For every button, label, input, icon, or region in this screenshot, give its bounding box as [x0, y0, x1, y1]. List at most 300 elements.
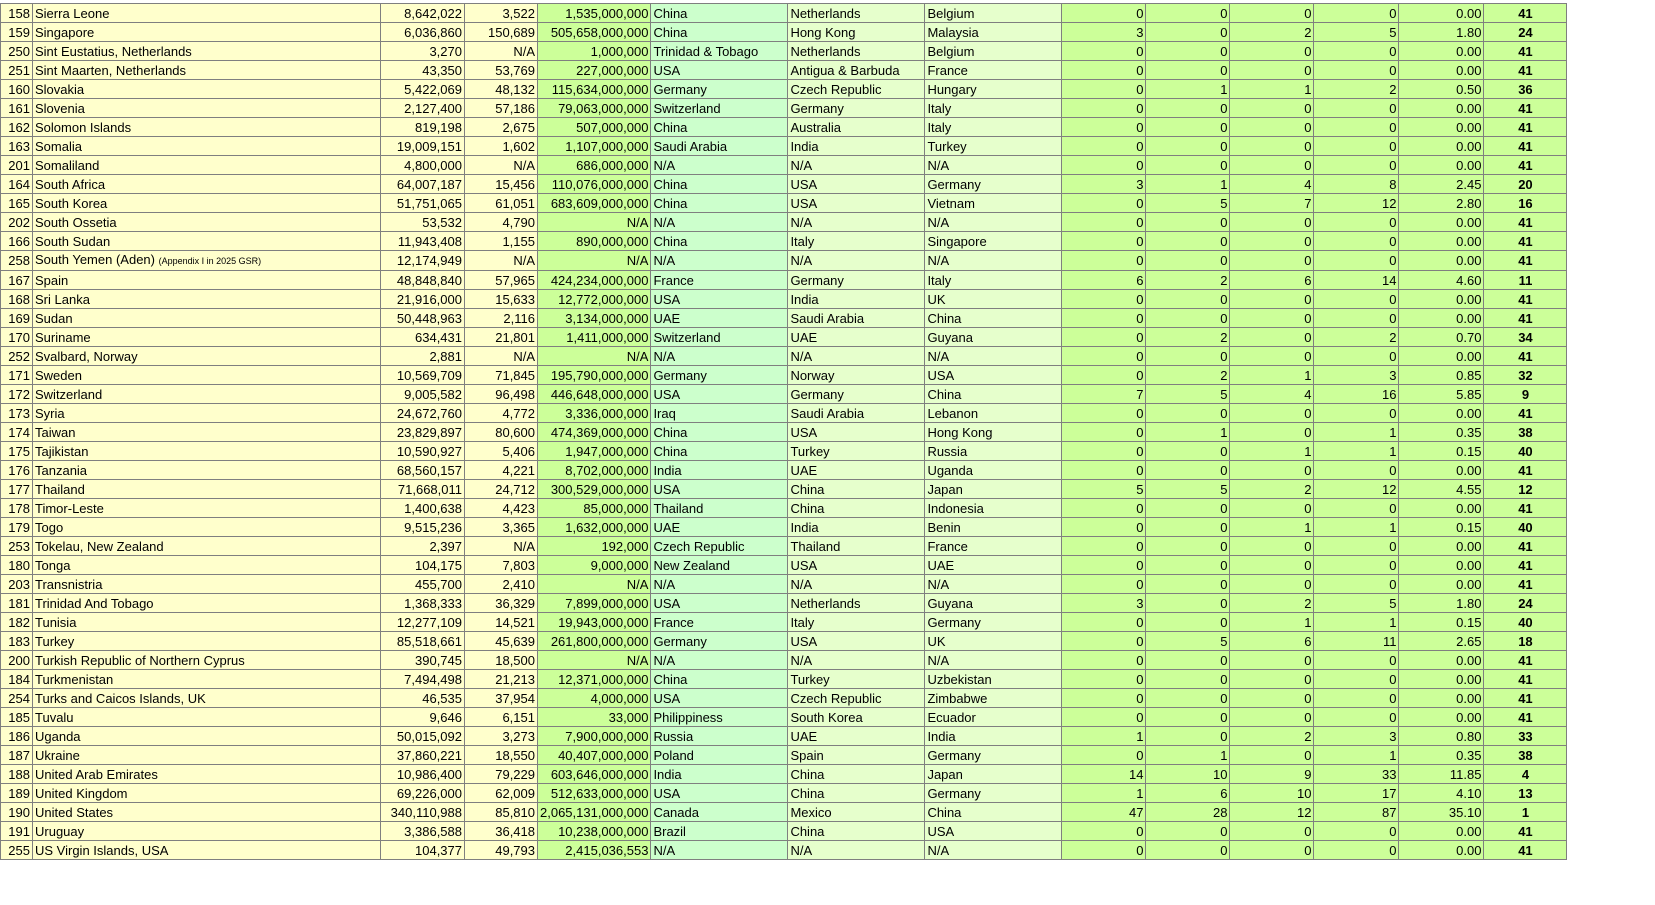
count-3-cell[interactable]: 0 [1230, 347, 1314, 366]
partner-3-cell[interactable]: N/A [925, 347, 1062, 366]
trade-value-cell[interactable]: 300,529,000,000 [538, 480, 651, 499]
partner-2-cell[interactable]: Czech Republic [788, 80, 925, 99]
count-2-cell[interactable]: 0 [1146, 213, 1230, 232]
country-name-cell[interactable] [33, 251, 381, 271]
partner-2-cell[interactable]: China [788, 765, 925, 784]
partner-2-cell[interactable]: UAE [788, 328, 925, 347]
rank-cell[interactable]: 1 [1484, 803, 1567, 822]
gdp-per-capita-cell[interactable]: 49,793 [465, 841, 538, 860]
gdp-per-capita-cell[interactable]: 15,633 [465, 290, 538, 309]
partner-1-cell[interactable]: UAE [651, 309, 788, 328]
population-cell[interactable]: 104,175 [381, 556, 465, 575]
population-cell[interactable]: 68,560,157 [381, 461, 465, 480]
count-total-cell[interactable]: 2 [1314, 80, 1399, 99]
count-2-cell[interactable]: 0 [1146, 651, 1230, 670]
count-total-cell[interactable]: 0 [1314, 61, 1399, 80]
partner-2-cell[interactable]: N/A [788, 651, 925, 670]
count-3-cell[interactable]: 0 [1230, 423, 1314, 442]
count-total-cell[interactable]: 0 [1314, 118, 1399, 137]
partner-2-cell[interactable]: China [788, 480, 925, 499]
count-2-cell[interactable]: 5 [1146, 632, 1230, 651]
row-id-cell[interactable]: 163 [1, 137, 33, 156]
partner-1-cell[interactable]: Philippiness [651, 708, 788, 727]
count-2-cell[interactable]: 0 [1146, 575, 1230, 594]
trade-value-cell[interactable]: N/A [538, 347, 651, 366]
partner-1-cell[interactable]: China [651, 423, 788, 442]
count-2-cell[interactable]: 0 [1146, 727, 1230, 746]
count-3-cell[interactable]: 1 [1230, 442, 1314, 461]
gdp-per-capita-cell[interactable]: 5,406 [465, 442, 538, 461]
trade-value-cell[interactable]: 227,000,000 [538, 61, 651, 80]
rank-cell[interactable]: 40 [1484, 518, 1567, 537]
population-cell[interactable]: 10,569,709 [381, 366, 465, 385]
row-id-cell[interactable]: 254 [1, 689, 33, 708]
row-id-cell[interactable]: 250 [1, 42, 33, 61]
row-id-cell[interactable]: 167 [1, 271, 33, 290]
count-3-cell[interactable]: 0 [1230, 42, 1314, 61]
partner-1-cell[interactable]: Iraq [651, 404, 788, 423]
row-id-cell[interactable]: 169 [1, 309, 33, 328]
gdp-per-capita-cell[interactable]: 57,186 [465, 99, 538, 118]
partner-1-cell[interactable]: China [651, 232, 788, 251]
rank-cell[interactable]: 41 [1484, 290, 1567, 309]
count-2-cell[interactable]: 0 [1146, 251, 1230, 271]
trade-value-cell[interactable]: 261,800,000,000 [538, 632, 651, 651]
count-total-cell[interactable]: 12 [1314, 194, 1399, 213]
count-1-cell[interactable]: 0 [1062, 499, 1146, 518]
row-id-cell[interactable]: 174 [1, 423, 33, 442]
population-cell[interactable]: 6,036,860 [381, 23, 465, 42]
count-1-cell[interactable]: 3 [1062, 23, 1146, 42]
count-3-cell[interactable]: 0 [1230, 232, 1314, 251]
count-3-cell[interactable]: 1 [1230, 80, 1314, 99]
partner-2-cell[interactable]: Turkey [788, 670, 925, 689]
partner-2-cell[interactable]: China [788, 822, 925, 841]
population-cell[interactable]: 24,672,760 [381, 404, 465, 423]
gdp-per-capita-cell[interactable]: 48,132 [465, 80, 538, 99]
gdp-per-capita-cell[interactable]: 6,151 [465, 708, 538, 727]
country-name-cell[interactable] [33, 118, 381, 137]
partner-2-cell[interactable]: N/A [788, 347, 925, 366]
count-3-cell[interactable]: 2 [1230, 23, 1314, 42]
country-name-cell[interactable] [33, 156, 381, 175]
row-id-cell[interactable]: 252 [1, 347, 33, 366]
population-cell[interactable]: 71,668,011 [381, 480, 465, 499]
count-1-cell[interactable]: 0 [1062, 328, 1146, 347]
partner-2-cell[interactable]: N/A [788, 575, 925, 594]
rank-cell[interactable]: 40 [1484, 442, 1567, 461]
partner-1-cell[interactable]: USA [651, 385, 788, 404]
count-2-cell[interactable]: 0 [1146, 613, 1230, 632]
count-3-cell[interactable]: 0 [1230, 4, 1314, 23]
partner-3-cell[interactable]: France [925, 537, 1062, 556]
count-1-cell[interactable]: 0 [1062, 118, 1146, 137]
country-name-cell[interactable] [33, 480, 381, 499]
count-3-cell[interactable]: 6 [1230, 632, 1314, 651]
row-id-cell[interactable]: 176 [1, 461, 33, 480]
count-2-cell[interactable]: 0 [1146, 309, 1230, 328]
count-1-cell[interactable]: 0 [1062, 347, 1146, 366]
row-id-cell[interactable]: 160 [1, 80, 33, 99]
count-total-cell[interactable]: 1 [1314, 518, 1399, 537]
partner-3-cell[interactable]: Malaysia [925, 23, 1062, 42]
count-total-cell[interactable]: 16 [1314, 385, 1399, 404]
gdp-per-capita-cell[interactable]: 3,273 [465, 727, 538, 746]
partner-1-cell[interactable]: Thailand [651, 499, 788, 518]
count-3-cell[interactable]: 0 [1230, 689, 1314, 708]
count-2-cell[interactable]: 1 [1146, 746, 1230, 765]
count-1-cell[interactable]: 0 [1062, 194, 1146, 213]
count-total-cell[interactable]: 0 [1314, 822, 1399, 841]
count-2-cell[interactable]: 1 [1146, 80, 1230, 99]
trade-value-cell[interactable]: 85,000,000 [538, 499, 651, 518]
count-3-cell[interactable]: 0 [1230, 461, 1314, 480]
count-1-cell[interactable]: 0 [1062, 708, 1146, 727]
count-1-cell[interactable]: 0 [1062, 461, 1146, 480]
partner-3-cell[interactable]: China [925, 803, 1062, 822]
rank-cell[interactable]: 41 [1484, 537, 1567, 556]
score-cell[interactable]: 5.85 [1399, 385, 1484, 404]
count-2-cell[interactable]: 0 [1146, 232, 1230, 251]
country-name-cell[interactable] [33, 689, 381, 708]
count-1-cell[interactable]: 3 [1062, 594, 1146, 613]
count-1-cell[interactable]: 0 [1062, 442, 1146, 461]
partner-2-cell[interactable]: Netherlands [788, 4, 925, 23]
count-total-cell[interactable]: 87 [1314, 803, 1399, 822]
count-3-cell[interactable]: 0 [1230, 537, 1314, 556]
count-1-cell[interactable]: 0 [1062, 689, 1146, 708]
trade-value-cell[interactable]: 3,134,000,000 [538, 309, 651, 328]
partner-1-cell[interactable]: N/A [651, 213, 788, 232]
count-1-cell[interactable]: 14 [1062, 765, 1146, 784]
partner-3-cell[interactable]: Russia [925, 442, 1062, 461]
partner-2-cell[interactable]: USA [788, 194, 925, 213]
count-2-cell[interactable]: 0 [1146, 556, 1230, 575]
partner-3-cell[interactable]: N/A [925, 651, 1062, 670]
count-1-cell[interactable]: 0 [1062, 61, 1146, 80]
partner-3-cell[interactable]: Singapore [925, 232, 1062, 251]
gdp-per-capita-cell[interactable]: 61,051 [465, 194, 538, 213]
country-name-cell[interactable] [33, 670, 381, 689]
rank-cell[interactable]: 41 [1484, 404, 1567, 423]
rank-cell[interactable]: 41 [1484, 156, 1567, 175]
rank-cell[interactable]: 40 [1484, 613, 1567, 632]
partner-1-cell[interactable]: N/A [651, 156, 788, 175]
gdp-per-capita-cell[interactable]: N/A [465, 537, 538, 556]
gdp-per-capita-cell[interactable]: 36,418 [465, 822, 538, 841]
count-2-cell[interactable]: 5 [1146, 480, 1230, 499]
trade-value-cell[interactable]: 33,000 [538, 708, 651, 727]
partner-3-cell[interactable]: Belgium [925, 4, 1062, 23]
partner-3-cell[interactable]: Zimbabwe [925, 689, 1062, 708]
score-cell[interactable]: 2.65 [1399, 632, 1484, 651]
partner-3-cell[interactable]: Benin [925, 518, 1062, 537]
partner-3-cell[interactable]: Germany [925, 746, 1062, 765]
partner-1-cell[interactable]: China [651, 442, 788, 461]
trade-value-cell[interactable]: 110,076,000,000 [538, 175, 651, 194]
gdp-per-capita-cell[interactable]: 45,639 [465, 632, 538, 651]
partner-1-cell[interactable]: UAE [651, 518, 788, 537]
population-cell[interactable]: 9,646 [381, 708, 465, 727]
trade-value-cell[interactable]: 1,632,000,000 [538, 518, 651, 537]
count-3-cell[interactable]: 0 [1230, 156, 1314, 175]
partner-3-cell[interactable]: UK [925, 290, 1062, 309]
partner-3-cell[interactable]: N/A [925, 213, 1062, 232]
count-3-cell[interactable]: 2 [1230, 480, 1314, 499]
count-2-cell[interactable]: 0 [1146, 461, 1230, 480]
partner-3-cell[interactable]: Hong Kong [925, 423, 1062, 442]
count-total-cell[interactable]: 3 [1314, 727, 1399, 746]
population-cell[interactable]: 104,377 [381, 841, 465, 860]
count-total-cell[interactable]: 2 [1314, 328, 1399, 347]
population-cell[interactable]: 3,270 [381, 42, 465, 61]
country-name-cell[interactable] [33, 708, 381, 727]
count-2-cell[interactable]: 0 [1146, 290, 1230, 309]
partner-1-cell[interactable]: France [651, 271, 788, 290]
count-3-cell[interactable]: 0 [1230, 99, 1314, 118]
rank-cell[interactable]: 13 [1484, 784, 1567, 803]
partner-2-cell[interactable]: Hong Kong [788, 23, 925, 42]
trade-value-cell[interactable]: 1,107,000,000 [538, 137, 651, 156]
score-cell[interactable]: 0.85 [1399, 366, 1484, 385]
count-2-cell[interactable]: 2 [1146, 328, 1230, 347]
count-3-cell[interactable]: 0 [1230, 708, 1314, 727]
partner-2-cell[interactable]: Netherlands [788, 42, 925, 61]
score-cell[interactable]: 0.00 [1399, 61, 1484, 80]
population-cell[interactable]: 390,745 [381, 651, 465, 670]
row-id-cell[interactable]: 201 [1, 156, 33, 175]
rank-cell[interactable]: 32 [1484, 366, 1567, 385]
score-cell[interactable]: 0.00 [1399, 822, 1484, 841]
score-cell[interactable]: 4.60 [1399, 271, 1484, 290]
count-1-cell[interactable]: 0 [1062, 575, 1146, 594]
gdp-per-capita-cell[interactable]: 2,675 [465, 118, 538, 137]
country-name-cell[interactable] [33, 80, 381, 99]
country-name-cell[interactable] [33, 194, 381, 213]
row-id-cell[interactable]: 183 [1, 632, 33, 651]
gdp-per-capita-cell[interactable]: 1,155 [465, 232, 538, 251]
count-1-cell[interactable]: 0 [1062, 309, 1146, 328]
score-cell[interactable]: 0.00 [1399, 251, 1484, 271]
count-2-cell[interactable]: 0 [1146, 404, 1230, 423]
partner-3-cell[interactable]: USA [925, 822, 1062, 841]
count-total-cell[interactable]: 0 [1314, 651, 1399, 670]
country-name-cell[interactable] [33, 61, 381, 80]
count-3-cell[interactable]: 0 [1230, 670, 1314, 689]
population-cell[interactable]: 50,015,092 [381, 727, 465, 746]
count-3-cell[interactable]: 0 [1230, 404, 1314, 423]
partner-1-cell[interactable]: Switzerland [651, 99, 788, 118]
trade-value-cell[interactable]: 683,609,000,000 [538, 194, 651, 213]
score-cell[interactable]: 0.00 [1399, 537, 1484, 556]
count-3-cell[interactable]: 10 [1230, 784, 1314, 803]
partner-1-cell[interactable]: Poland [651, 746, 788, 765]
count-total-cell[interactable]: 3 [1314, 366, 1399, 385]
partner-2-cell[interactable]: USA [788, 175, 925, 194]
count-total-cell[interactable]: 0 [1314, 99, 1399, 118]
population-cell[interactable]: 23,829,897 [381, 423, 465, 442]
score-cell[interactable]: 0.00 [1399, 309, 1484, 328]
count-3-cell[interactable]: 2 [1230, 727, 1314, 746]
count-2-cell[interactable]: 0 [1146, 537, 1230, 556]
country-name-cell[interactable] [33, 841, 381, 860]
row-id-cell[interactable]: 184 [1, 670, 33, 689]
partner-3-cell[interactable]: Ecuador [925, 708, 1062, 727]
population-cell[interactable]: 3,386,588 [381, 822, 465, 841]
partner-3-cell[interactable]: Guyana [925, 328, 1062, 347]
count-1-cell[interactable]: 0 [1062, 156, 1146, 175]
gdp-per-capita-cell[interactable]: 4,221 [465, 461, 538, 480]
rank-cell[interactable]: 41 [1484, 309, 1567, 328]
gdp-per-capita-cell[interactable]: 4,423 [465, 499, 538, 518]
trade-value-cell[interactable]: 9,000,000 [538, 556, 651, 575]
population-cell[interactable]: 634,431 [381, 328, 465, 347]
count-1-cell[interactable]: 0 [1062, 4, 1146, 23]
partner-1-cell[interactable]: Brazil [651, 822, 788, 841]
count-1-cell[interactable]: 6 [1062, 271, 1146, 290]
country-name-cell[interactable] [33, 575, 381, 594]
partner-1-cell[interactable]: USA [651, 689, 788, 708]
gdp-per-capita-cell[interactable]: 4,772 [465, 404, 538, 423]
partner-3-cell[interactable]: N/A [925, 575, 1062, 594]
count-3-cell[interactable]: 9 [1230, 765, 1314, 784]
population-cell[interactable]: 46,535 [381, 689, 465, 708]
count-2-cell[interactable]: 0 [1146, 708, 1230, 727]
count-total-cell[interactable]: 0 [1314, 251, 1399, 271]
row-id-cell[interactable]: 170 [1, 328, 33, 347]
trade-value-cell[interactable]: 8,702,000,000 [538, 461, 651, 480]
partner-1-cell[interactable]: N/A [651, 575, 788, 594]
country-name-cell[interactable] [33, 613, 381, 632]
score-cell[interactable]: 0.35 [1399, 746, 1484, 765]
trade-value-cell[interactable]: 1,000,000 [538, 42, 651, 61]
trade-value-cell[interactable]: N/A [538, 251, 651, 271]
count-2-cell[interactable]: 0 [1146, 518, 1230, 537]
count-total-cell[interactable]: 0 [1314, 537, 1399, 556]
partner-2-cell[interactable]: N/A [788, 213, 925, 232]
row-id-cell[interactable]: 182 [1, 613, 33, 632]
count-3-cell[interactable]: 0 [1230, 309, 1314, 328]
trade-value-cell[interactable]: 505,658,000,000 [538, 23, 651, 42]
gdp-per-capita-cell[interactable]: 3,365 [465, 518, 538, 537]
partner-1-cell[interactable]: China [651, 670, 788, 689]
partner-3-cell[interactable]: Indonesia [925, 499, 1062, 518]
partner-3-cell[interactable]: Belgium [925, 42, 1062, 61]
count-1-cell[interactable]: 0 [1062, 251, 1146, 271]
country-name-cell[interactable] [33, 137, 381, 156]
score-cell[interactable]: 35.10 [1399, 803, 1484, 822]
rank-cell[interactable]: 41 [1484, 213, 1567, 232]
count-2-cell[interactable]: 0 [1146, 99, 1230, 118]
rank-cell[interactable]: 12 [1484, 480, 1567, 499]
rank-cell[interactable]: 4 [1484, 765, 1567, 784]
score-cell[interactable]: 0.00 [1399, 156, 1484, 175]
row-id-cell[interactable]: 171 [1, 366, 33, 385]
count-total-cell[interactable]: 11 [1314, 632, 1399, 651]
population-cell[interactable]: 4,800,000 [381, 156, 465, 175]
count-1-cell[interactable]: 0 [1062, 556, 1146, 575]
count-total-cell[interactable]: 0 [1314, 404, 1399, 423]
gdp-per-capita-cell[interactable]: 85,810 [465, 803, 538, 822]
count-3-cell[interactable]: 0 [1230, 556, 1314, 575]
partner-2-cell[interactable]: Germany [788, 99, 925, 118]
count-3-cell[interactable]: 0 [1230, 499, 1314, 518]
trade-value-cell[interactable]: 1,411,000,000 [538, 328, 651, 347]
population-cell[interactable]: 10,590,927 [381, 442, 465, 461]
count-total-cell[interactable]: 0 [1314, 708, 1399, 727]
count-1-cell[interactable]: 0 [1062, 137, 1146, 156]
rank-cell[interactable]: 20 [1484, 175, 1567, 194]
partner-1-cell[interactable]: N/A [651, 347, 788, 366]
population-cell[interactable]: 9,515,236 [381, 518, 465, 537]
count-total-cell[interactable]: 0 [1314, 461, 1399, 480]
rank-cell[interactable]: 24 [1484, 594, 1567, 613]
count-total-cell[interactable]: 1 [1314, 423, 1399, 442]
count-total-cell[interactable]: 17 [1314, 784, 1399, 803]
partner-3-cell[interactable]: Germany [925, 613, 1062, 632]
trade-value-cell[interactable]: 12,371,000,000 [538, 670, 651, 689]
gdp-per-capita-cell[interactable]: 21,213 [465, 670, 538, 689]
count-1-cell[interactable]: 47 [1062, 803, 1146, 822]
country-name-cell[interactable] [33, 232, 381, 251]
rank-cell[interactable]: 41 [1484, 61, 1567, 80]
row-id-cell[interactable]: 177 [1, 480, 33, 499]
population-cell[interactable]: 2,127,400 [381, 99, 465, 118]
partner-3-cell[interactable]: Germany [925, 784, 1062, 803]
partner-3-cell[interactable]: China [925, 309, 1062, 328]
trade-value-cell[interactable]: 40,407,000,000 [538, 746, 651, 765]
count-1-cell[interactable]: 0 [1062, 232, 1146, 251]
partner-3-cell[interactable]: Italy [925, 118, 1062, 137]
rank-cell[interactable]: 41 [1484, 841, 1567, 860]
count-1-cell[interactable]: 0 [1062, 80, 1146, 99]
partner-3-cell[interactable]: USA [925, 366, 1062, 385]
partner-3-cell[interactable]: N/A [925, 156, 1062, 175]
gdp-per-capita-cell[interactable]: 37,954 [465, 689, 538, 708]
country-name-cell[interactable] [33, 404, 381, 423]
count-total-cell[interactable]: 0 [1314, 556, 1399, 575]
score-cell[interactable]: 0.00 [1399, 670, 1484, 689]
score-cell[interactable]: 0.00 [1399, 347, 1484, 366]
score-cell[interactable]: 0.80 [1399, 727, 1484, 746]
partner-2-cell[interactable]: India [788, 137, 925, 156]
row-id-cell[interactable]: 187 [1, 746, 33, 765]
count-2-cell[interactable]: 0 [1146, 442, 1230, 461]
rank-cell[interactable]: 41 [1484, 118, 1567, 137]
population-cell[interactable]: 10,986,400 [381, 765, 465, 784]
rank-cell[interactable]: 16 [1484, 194, 1567, 213]
gdp-per-capita-cell[interactable]: 14,521 [465, 613, 538, 632]
country-name-cell[interactable] [33, 99, 381, 118]
row-id-cell[interactable]: 173 [1, 404, 33, 423]
row-id-cell[interactable]: 164 [1, 175, 33, 194]
rank-cell[interactable]: 41 [1484, 670, 1567, 689]
partner-3-cell[interactable]: Japan [925, 765, 1062, 784]
rank-cell[interactable]: 38 [1484, 423, 1567, 442]
country-name-cell[interactable] [33, 290, 381, 309]
count-total-cell[interactable]: 0 [1314, 42, 1399, 61]
count-3-cell[interactable]: 0 [1230, 137, 1314, 156]
count-1-cell[interactable]: 1 [1062, 727, 1146, 746]
population-cell[interactable]: 21,916,000 [381, 290, 465, 309]
rank-cell[interactable]: 41 [1484, 461, 1567, 480]
score-cell[interactable]: 0.00 [1399, 42, 1484, 61]
trade-value-cell[interactable]: 3,336,000,000 [538, 404, 651, 423]
rank-cell[interactable]: 41 [1484, 556, 1567, 575]
trade-value-cell[interactable]: 1,947,000,000 [538, 442, 651, 461]
rank-cell[interactable]: 41 [1484, 651, 1567, 670]
population-cell[interactable]: 37,860,221 [381, 746, 465, 765]
